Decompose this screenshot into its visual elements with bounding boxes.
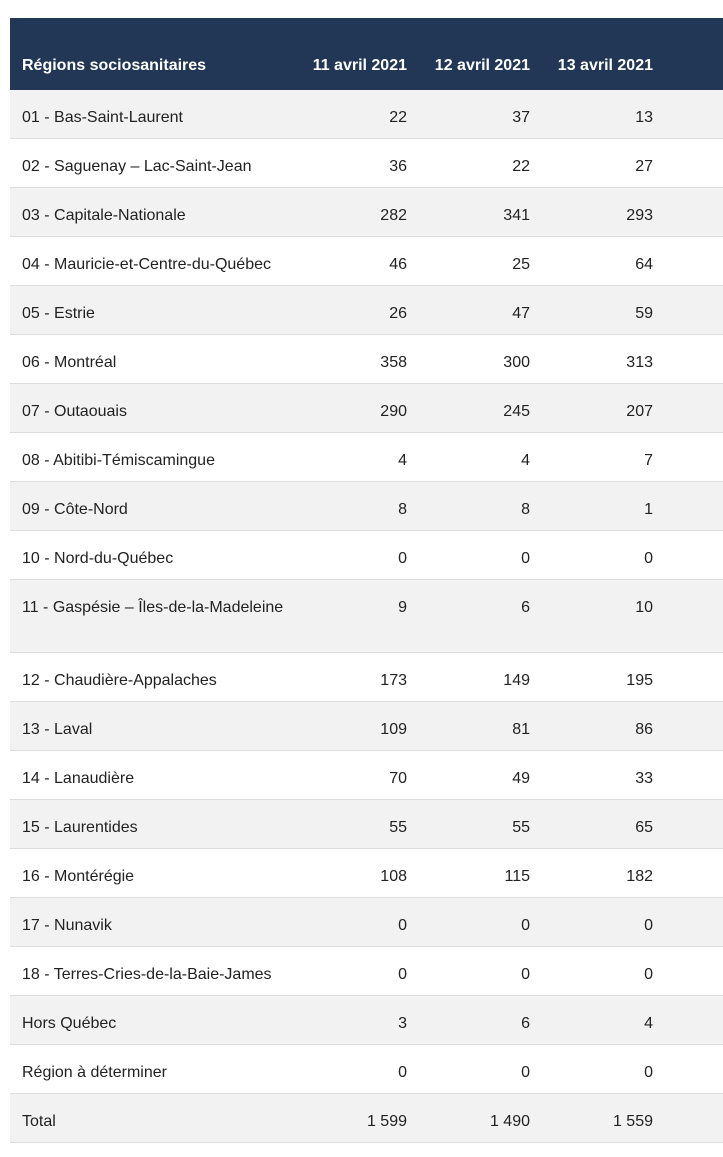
count-cell: 64 xyxy=(635,256,653,273)
table-header xyxy=(10,18,723,90)
table-row xyxy=(10,188,723,237)
count-cell: 0 xyxy=(644,917,653,934)
count-cell: 1 559 xyxy=(612,1113,653,1130)
count-cell: 245 xyxy=(503,403,530,420)
count-cell: 59 xyxy=(635,305,653,322)
count-cell: 4 xyxy=(521,452,530,469)
count-cell: 0 xyxy=(644,550,653,567)
count-cell: 0 xyxy=(398,917,407,934)
count-cell: 7 xyxy=(644,452,653,469)
table-row xyxy=(10,286,723,335)
region-name-cell: 04 - Mauricie-et-Centre-du-Québec xyxy=(22,256,271,273)
table-row xyxy=(10,580,723,653)
count-cell: 55 xyxy=(512,819,530,836)
count-cell: 26 xyxy=(389,305,407,322)
table-row xyxy=(10,90,723,139)
count-cell: 6 xyxy=(521,599,530,616)
region-name-cell: Hors Québec xyxy=(22,1015,117,1032)
table-row xyxy=(10,482,723,531)
region-name-cell: 02 - Saguenay – Lac-Saint-Jean xyxy=(22,158,252,175)
count-cell: 173 xyxy=(380,672,407,689)
count-cell: 86 xyxy=(635,721,653,738)
column-header-day-1: 11 avril 2021 xyxy=(312,57,407,74)
region-name-cell: 11 - Gaspésie – Îles-de-la-Madeleine xyxy=(22,599,284,616)
count-cell: 4 xyxy=(644,1015,653,1032)
region-name-cell: 08 - Abitibi-Témiscamingue xyxy=(22,452,215,469)
table-row xyxy=(10,800,723,849)
table-body xyxy=(10,90,723,1143)
count-cell: 0 xyxy=(644,1064,653,1081)
count-cell: 313 xyxy=(626,354,653,371)
count-cell: 0 xyxy=(644,966,653,983)
count-cell: 0 xyxy=(398,550,407,567)
count-cell: 4 xyxy=(398,452,407,469)
table-row xyxy=(10,237,723,286)
region-name-cell: 07 - Outaouais xyxy=(22,403,127,420)
count-cell: 46 xyxy=(389,256,407,273)
count-cell: 358 xyxy=(380,354,407,371)
table-row xyxy=(10,849,723,898)
table-row xyxy=(10,531,723,580)
count-cell: 300 xyxy=(503,354,530,371)
count-cell: 3 xyxy=(398,1015,407,1032)
count-cell: 25 xyxy=(512,256,530,273)
region-name-cell: 12 - Chaudière-Appalaches xyxy=(22,672,217,689)
count-cell: 65 xyxy=(635,819,653,836)
count-cell: 8 xyxy=(398,501,407,518)
count-cell: 47 xyxy=(512,305,530,322)
regions-table xyxy=(10,18,723,1143)
region-name-cell: 10 - Nord-du-Québec xyxy=(22,550,174,567)
table-row xyxy=(10,898,723,947)
count-cell: 195 xyxy=(626,672,653,689)
count-cell: 0 xyxy=(521,550,530,567)
region-name-cell: 18 - Terres-Cries-de-la-Baie-James xyxy=(22,966,272,983)
region-name-cell: 17 - Nunavik xyxy=(22,917,112,934)
count-cell: 341 xyxy=(503,207,530,224)
count-cell: 207 xyxy=(626,403,653,420)
count-cell: 0 xyxy=(521,1064,530,1081)
region-name-cell: Total xyxy=(22,1113,56,1130)
count-cell: 149 xyxy=(503,672,530,689)
count-cell: 0 xyxy=(521,966,530,983)
table-row xyxy=(10,384,723,433)
region-name-cell: 01 - Bas-Saint-Laurent xyxy=(22,109,183,126)
region-name-cell: 15 - Laurentides xyxy=(22,819,138,836)
count-cell: 290 xyxy=(380,403,407,420)
column-header-region: Régions sociosanitaires xyxy=(22,57,207,74)
region-name-cell: 16 - Montérégie xyxy=(22,868,135,885)
count-cell: 22 xyxy=(512,158,530,175)
count-cell: 6 xyxy=(521,1015,530,1032)
count-cell: 49 xyxy=(512,770,530,787)
count-cell: 33 xyxy=(635,770,653,787)
count-cell: 109 xyxy=(380,721,407,738)
count-cell: 9 xyxy=(398,599,407,616)
count-cell: 13 xyxy=(635,109,653,126)
count-cell: 293 xyxy=(626,207,653,224)
count-cell: 115 xyxy=(504,868,530,885)
column-header-day-3: 13 avril 2021 xyxy=(557,57,653,74)
count-cell: 36 xyxy=(389,158,407,175)
table-row xyxy=(10,751,723,800)
count-cell: 282 xyxy=(380,207,407,224)
column-header-day-2: 12 avril 2021 xyxy=(434,57,530,74)
region-name-cell: 05 - Estrie xyxy=(22,305,95,322)
count-cell: 182 xyxy=(626,868,653,885)
region-name-cell: 13 - Laval xyxy=(22,721,93,738)
count-cell: 55 xyxy=(389,819,407,836)
count-cell: 22 xyxy=(389,109,407,126)
count-cell: 81 xyxy=(512,721,530,738)
table-row xyxy=(10,996,723,1045)
count-cell: 0 xyxy=(398,966,407,983)
table-row xyxy=(10,1045,723,1094)
region-name-cell: 14 - Lanaudière xyxy=(22,770,135,787)
count-cell: 70 xyxy=(389,770,407,787)
region-name-cell: 06 - Montréal xyxy=(22,354,117,371)
region-name-cell: 03 - Capitale-Nationale xyxy=(22,207,186,224)
count-cell: 108 xyxy=(380,868,407,885)
count-cell: 0 xyxy=(398,1064,407,1081)
table-row xyxy=(10,433,723,482)
count-cell: 0 xyxy=(521,917,530,934)
table-row xyxy=(10,947,723,996)
table-row xyxy=(10,653,723,702)
count-cell: 1 xyxy=(644,501,653,518)
region-name-cell: 09 - Côte-Nord xyxy=(22,501,128,518)
count-cell: 8 xyxy=(521,501,530,518)
table-row-total xyxy=(10,1094,723,1143)
table-row xyxy=(10,139,723,188)
region-name-cell: Région à déterminer xyxy=(22,1064,167,1081)
count-cell: 37 xyxy=(512,109,530,126)
count-cell: 27 xyxy=(635,158,653,175)
count-cell: 1 490 xyxy=(489,1113,530,1130)
table-row xyxy=(10,335,723,384)
table-row xyxy=(10,702,723,751)
count-cell: 10 xyxy=(635,599,653,616)
count-cell: 1 599 xyxy=(366,1113,407,1130)
